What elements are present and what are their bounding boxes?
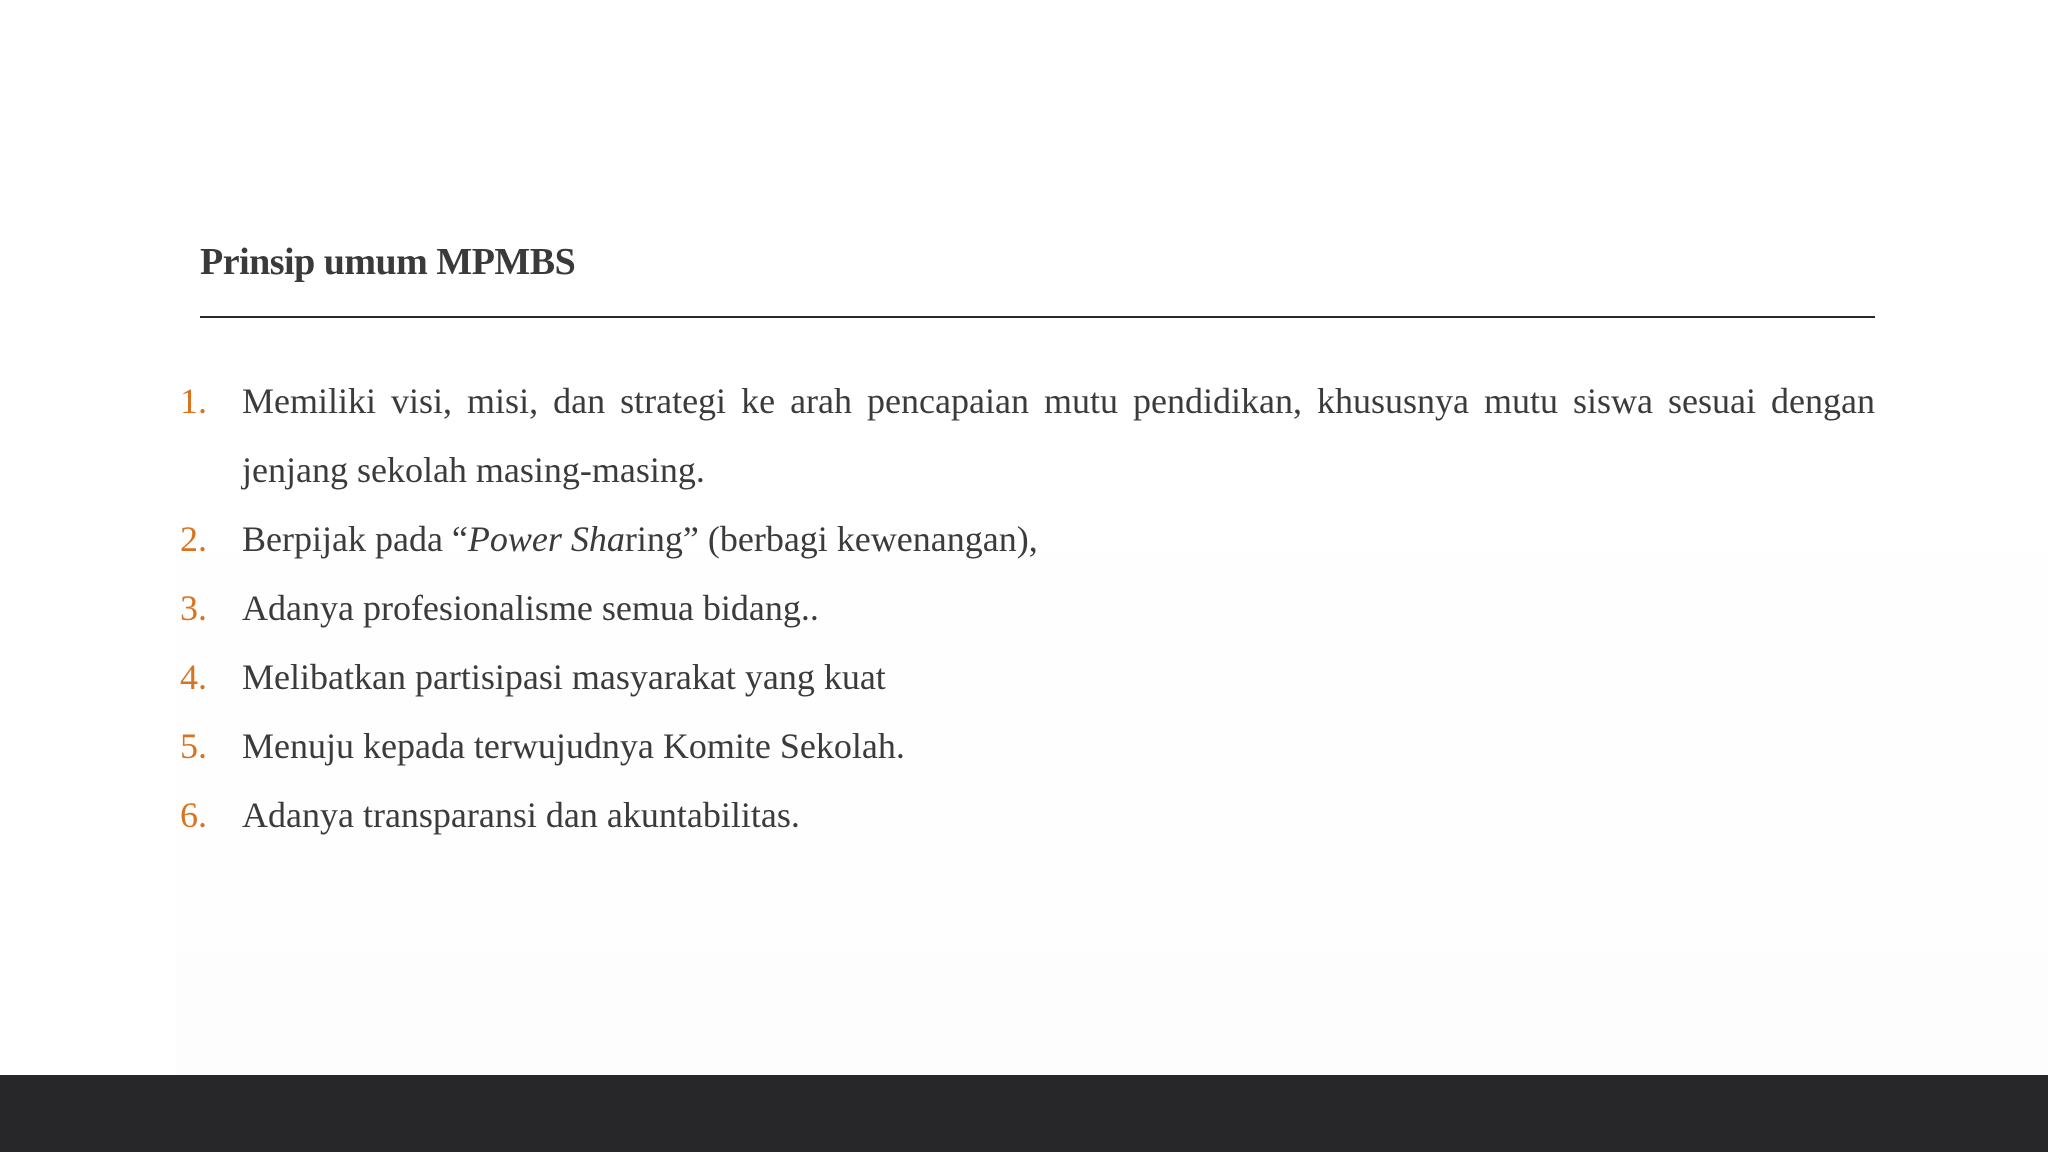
list-item-number: 4. xyxy=(180,657,207,697)
list-item xyxy=(180,643,1875,712)
list-item-text: Adanya transparansi dan akuntabilitas. xyxy=(242,795,800,835)
list-item-text: Memiliki visi, misi, dan strategi ke arah pencapaian mutu pendidikan, khususnya mutu siswa sesuai dengan jenjang sekolah masing-masing. xyxy=(242,381,1875,490)
list-item-text-after: ring” (berbagi kewenangan), xyxy=(624,519,1038,559)
list-item xyxy=(180,367,1875,505)
list-item-text xyxy=(242,505,1875,574)
list-item-text: Melibatkan partisipasi masyarakat yang kuat xyxy=(242,657,886,697)
list-item-number: 1. xyxy=(180,381,207,421)
list-item-number: 6. xyxy=(180,795,207,835)
list-item-text-before: Berpijak pada “ xyxy=(242,519,468,559)
list-item xyxy=(180,781,1875,850)
title-divider xyxy=(200,316,1875,318)
list-item xyxy=(180,574,1875,643)
list-item-number: 5. xyxy=(180,726,207,766)
slide-title: Prinsip umum MPMBS xyxy=(200,241,576,283)
list-item-text: Menuju kepada terwujudnya Komite Sekolah. xyxy=(242,726,905,766)
principles-list xyxy=(180,367,1875,850)
list-item-number: 3. xyxy=(180,588,207,628)
list-item-number: 2. xyxy=(180,519,207,559)
footer-bar xyxy=(0,1075,2048,1152)
list-item-text: Adanya profesionalisme semua bidang.. xyxy=(242,588,819,628)
list-item-text-italic: Power Sha xyxy=(467,519,625,559)
list-item xyxy=(180,505,1875,574)
list-item xyxy=(180,712,1875,781)
